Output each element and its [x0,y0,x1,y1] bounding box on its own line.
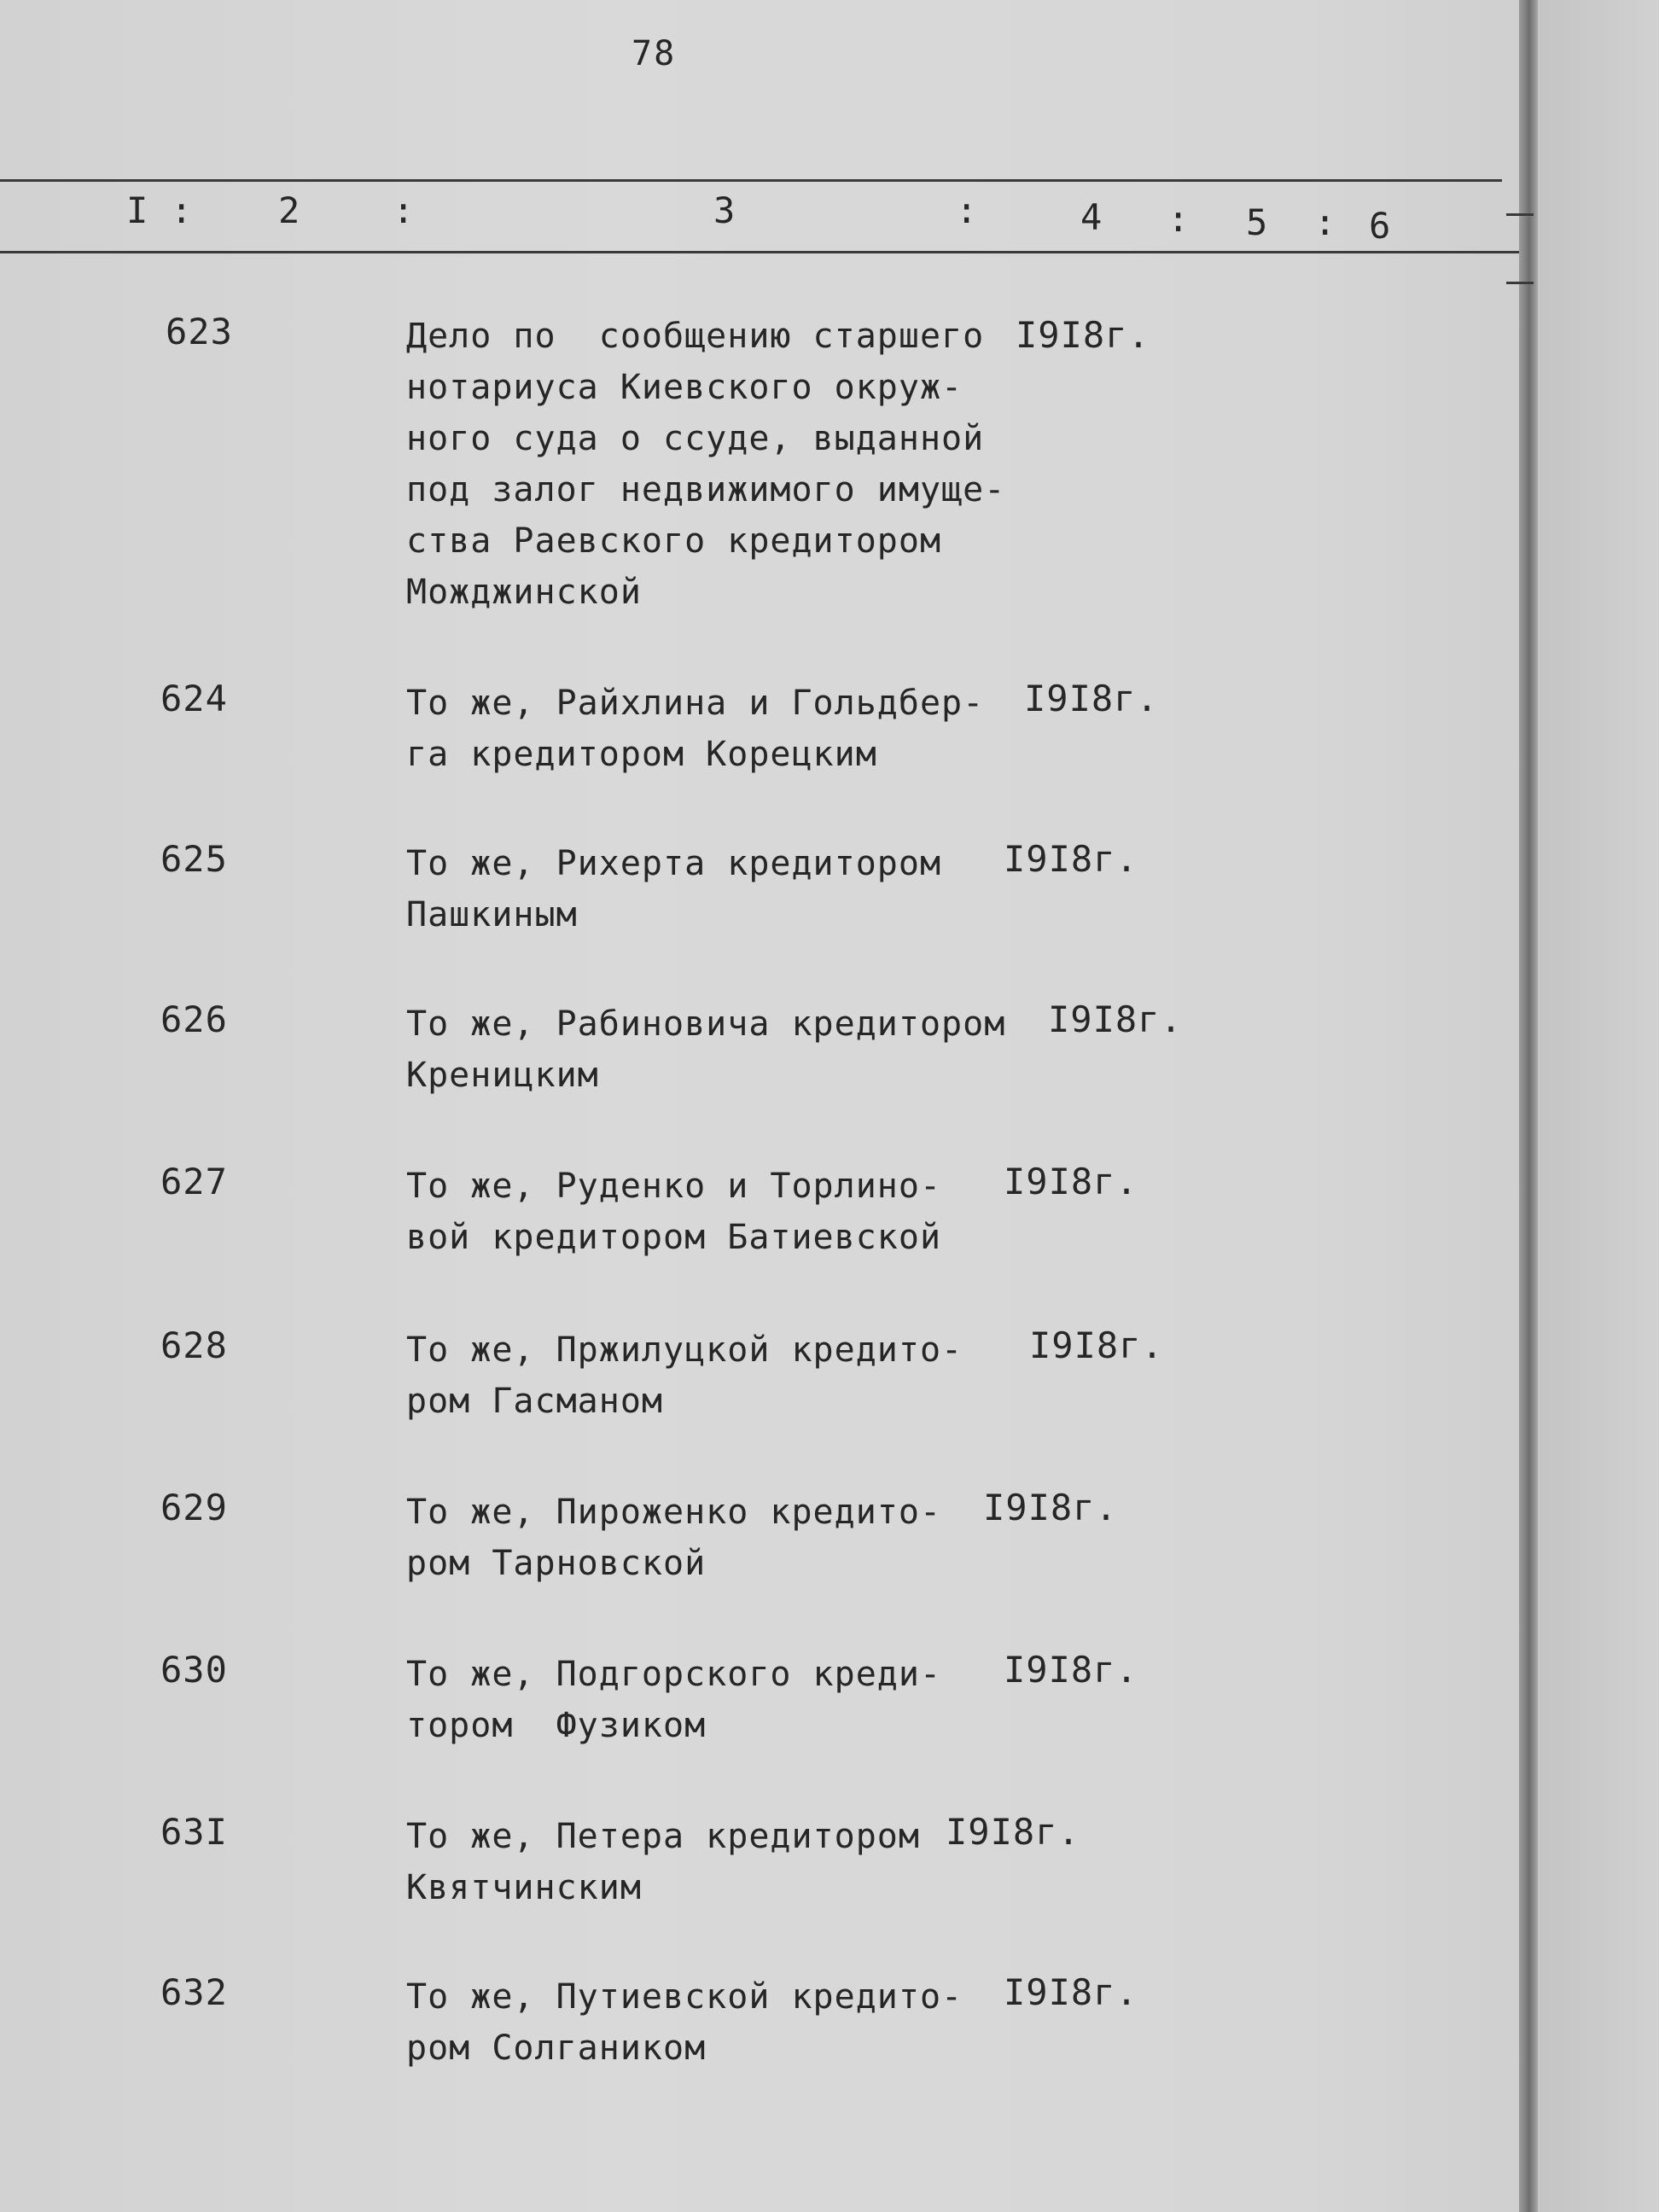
description-line: Можджинской [406,573,642,612]
header-rule-bottom [0,251,1536,253]
header-rule-top [0,179,1502,182]
entry-description [406,1971,963,2074]
entry-year: I9I8г. [1004,1971,1138,2013]
next-page-margin [1538,0,1659,2212]
column-header-sep: : [1167,198,1190,240]
description-line: ром Гасманом [406,1382,663,1421]
entry-year: I9I8г. [1048,998,1183,1040]
description-line: То же, Рабиновича кредитором [406,1004,1006,1044]
entry-number: 626 [160,998,228,1040]
description-line: вой кредитором Батиевской [406,1218,942,1257]
description-line: То же, Рихерта кредитором [406,844,942,883]
page-number: 78 [632,34,677,73]
column-header-4: 4 [1080,196,1103,238]
entry-description [406,1161,941,1263]
description-line: То же, Райхлина и Гольдбер- [406,684,985,723]
entry-year: I9I8г. [1024,678,1159,719]
column-header-sep: : [1314,201,1336,243]
margin-tick [1506,282,1534,284]
entry-description [406,1811,920,1913]
entry-description [406,998,1005,1101]
description-line: ного суда о ссуде, выданной [406,419,985,458]
column-header-1: I [126,189,148,231]
entry-description [406,1324,963,1427]
entry-year: I9I8г. [1004,1649,1138,1691]
entry-number: 627 [160,1161,228,1202]
description-line: под залог недвижимого имуще- [406,470,1006,509]
entry-number: 624 [160,678,228,719]
description-line: То же, Руденко и Торлино- [406,1167,942,1206]
entry-year: I9I8г. [1016,314,1150,356]
description-line: га кредитором Корецким [406,735,877,774]
description-line: То же, Пироженко кредито- [406,1493,942,1532]
entry-description [406,1487,941,1589]
description-line: То же, Пржилуцкой кредито- [406,1330,963,1370]
entry-description [406,311,1005,618]
column-header-2: 2 [278,189,300,231]
entry-year: I9I8г. [1029,1324,1164,1366]
entry-number: 632 [160,1971,228,2013]
description-line: Дело по сообщению старшего [406,317,985,356]
entry-number: 630 [160,1649,228,1691]
column-header-sep: : [393,189,415,231]
column-header-6: 6 [1369,205,1391,247]
description-line: То же, Путиевской кредито- [406,1977,963,2017]
entry-number: 623 [166,311,233,352]
entry-year: I9I8г. [1004,1161,1138,1202]
page-edge-shadow [1519,0,1538,2212]
description-line: нотариуса Киевского окруж- [406,368,963,407]
description-line: Пашкиным [406,895,578,934]
entry-description [406,1649,941,1751]
description-line: Квятчинским [406,1868,642,1907]
entry-number: 63I [160,1811,228,1853]
margin-tick [1506,213,1534,216]
column-header-sep: : [956,189,978,231]
entry-year: I9I8г. [983,1487,1118,1528]
column-header-5: 5 [1246,201,1268,243]
description-line: ром Тарновской [406,1544,707,1583]
entry-number: 629 [160,1487,228,1528]
description-line: То же, Подгорского креди- [406,1655,942,1694]
description-line: ром Солгаником [406,2029,707,2068]
column-header-3: 3 [713,189,736,231]
entry-year: I9I8г. [946,1811,1080,1853]
entry-number: 625 [160,838,228,880]
description-line: То же, Петера кредитором [406,1817,920,1856]
column-header-sep: : [171,189,193,231]
entry-year: I9I8г. [1004,838,1138,880]
entry-description [406,678,984,780]
description-line: Креницким [406,1056,599,1095]
entry-description [406,838,941,940]
entry-number: 628 [160,1324,228,1366]
description-line: ства Раевского кредитором [406,521,942,561]
description-line: тором Фузиком [406,1706,707,1745]
